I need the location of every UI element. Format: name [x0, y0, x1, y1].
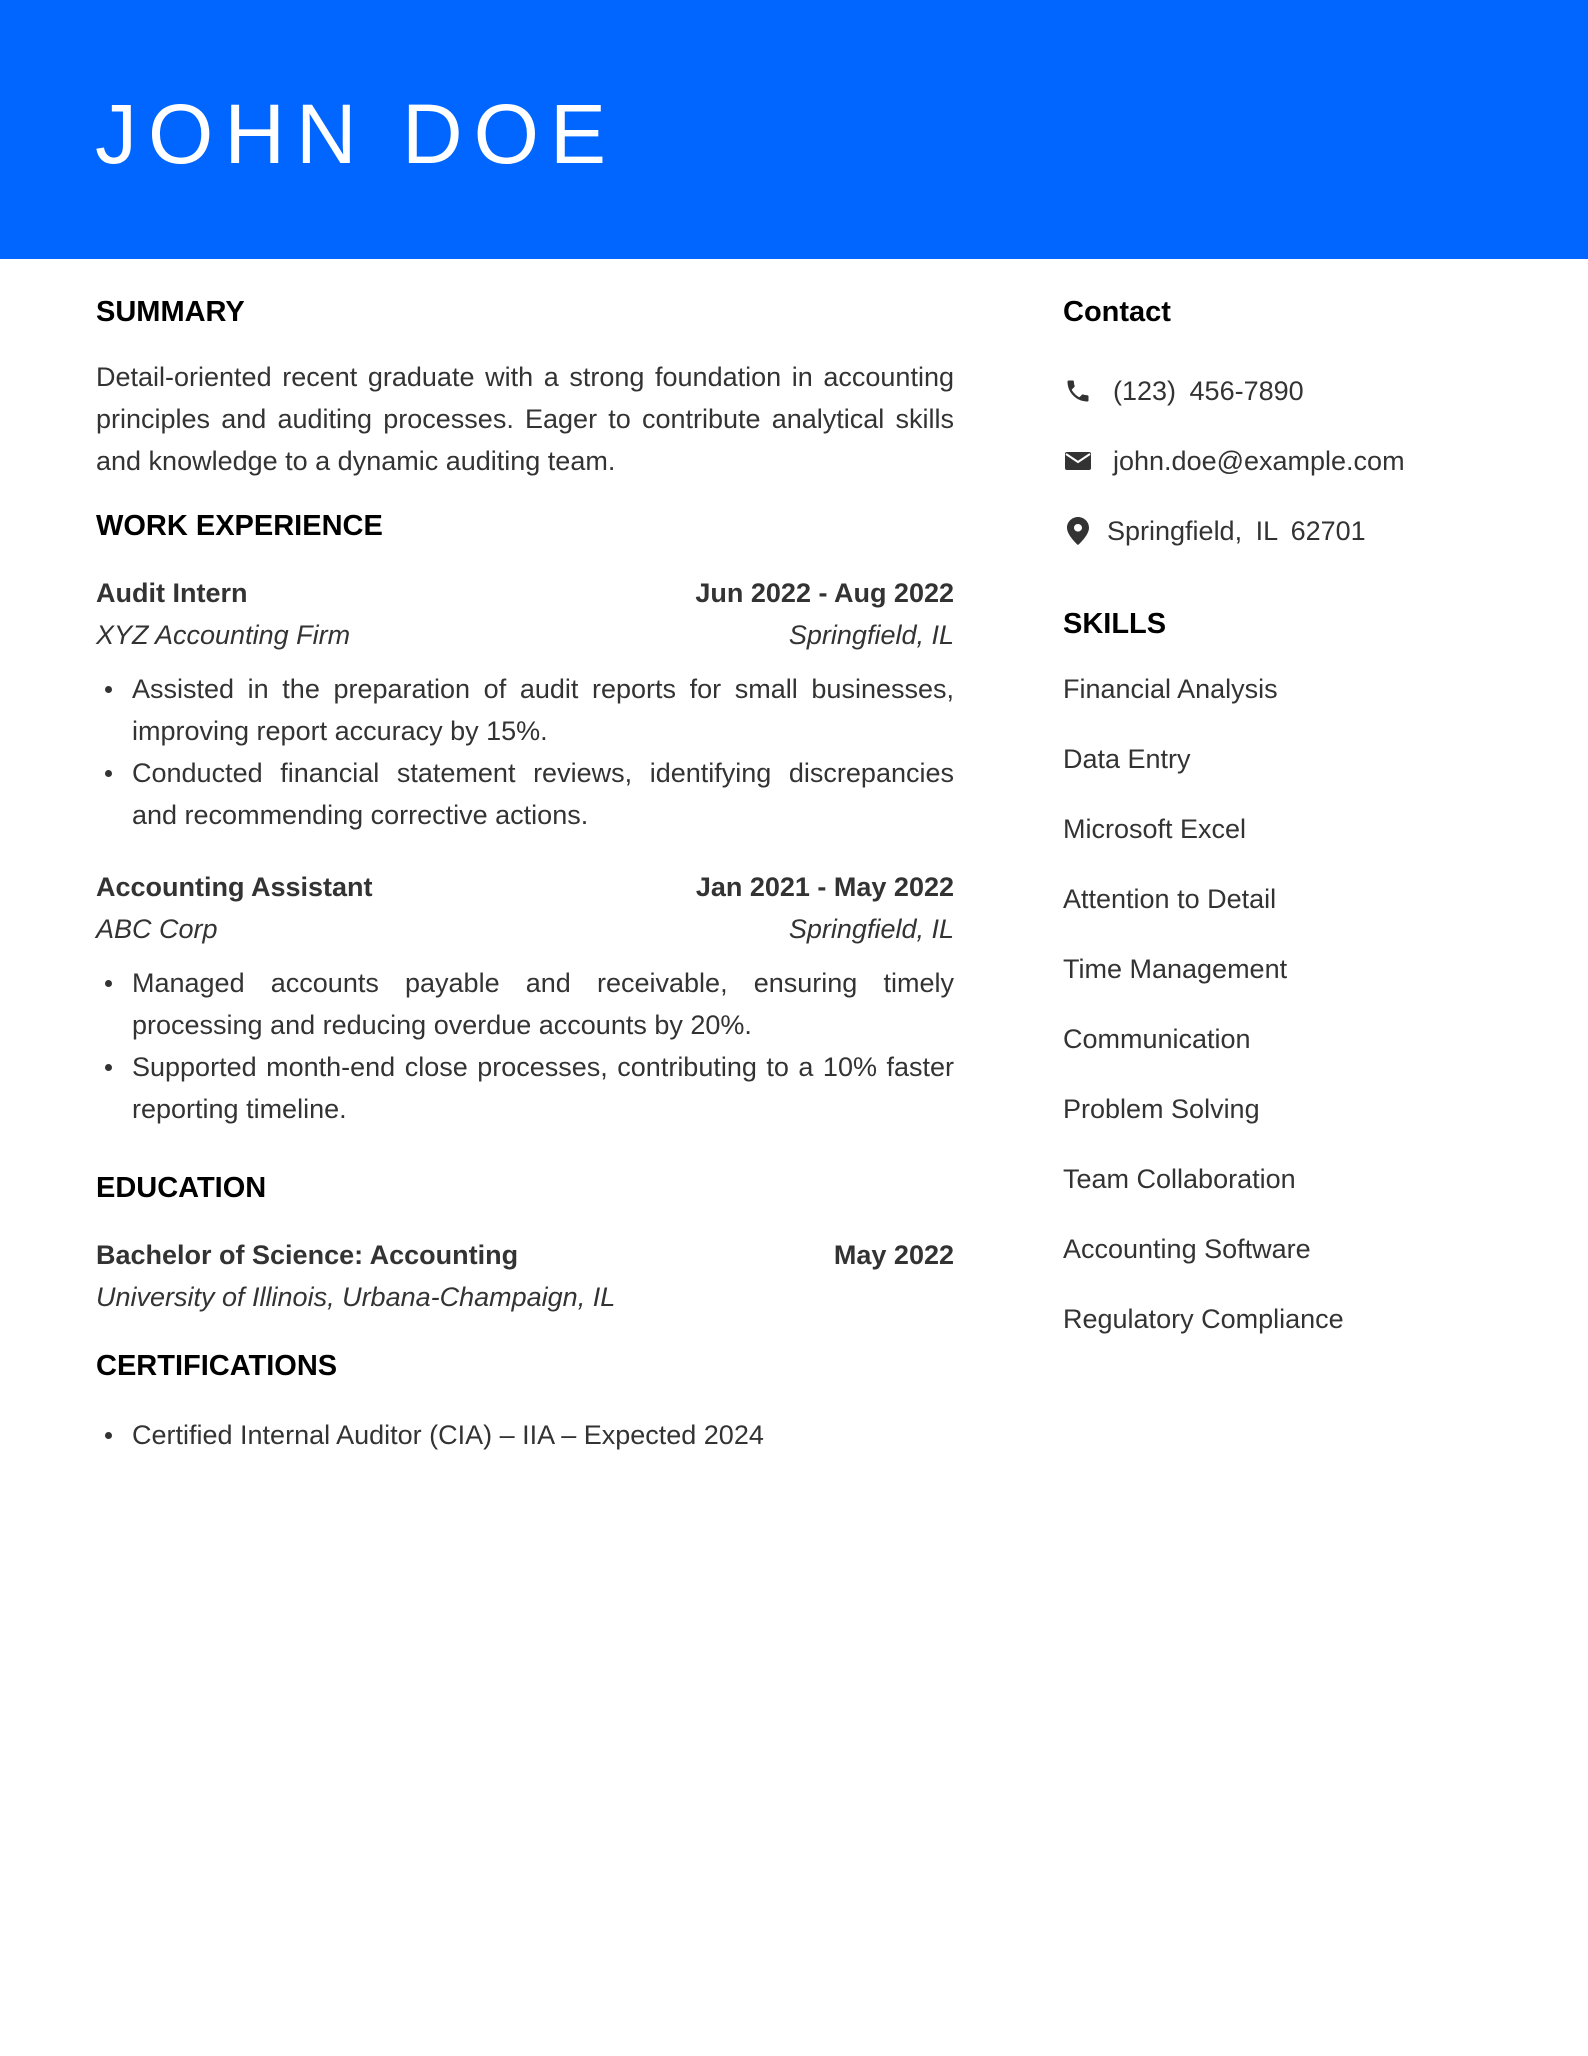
email-address[interactable]: john.doe@example.com: [1113, 446, 1405, 476]
job-bullet-text: Conducted financial statement reviews, identifying discrepancies and recommending corrective actions.: [132, 758, 954, 830]
bullet-dot-icon: [105, 980, 112, 987]
job-subheader: [96, 614, 954, 656]
contact-heading: Contact: [1063, 296, 1171, 328]
certification-text: Certified Internal Auditor (CIA) – IIA – Expected 2024: [132, 1420, 764, 1450]
candidate-name: JOHN DOE: [95, 87, 618, 181]
bullet-dot-icon: [105, 686, 112, 693]
bullet-dot-icon: [105, 1064, 112, 1071]
skill-item: Regulatory Compliance: [1063, 1304, 1344, 1334]
job-bullet-text: Managed accounts payable and receivable, ensuring timely processing and reducing overdue accounts by 20%.: [132, 968, 954, 1040]
summary-heading: SUMMARY: [96, 296, 245, 328]
skill-item: Team Collaboration: [1063, 1164, 1296, 1194]
job-bullet: [96, 1046, 954, 1130]
certification-list: [96, 1414, 954, 1456]
job-entry: [96, 572, 954, 836]
job-dates: Jun 2022 - Aug 2022: [695, 578, 954, 608]
skill-item: Attention to Detail: [1063, 884, 1277, 914]
job-bullet-text: Assisted in the preparation of audit reports for small businesses, improving report accuracy by 15%.: [132, 674, 954, 746]
summary-text: Detail-oriented recent graduate with a strong foundation in accounting principles and auditing processes. Eager to contribute analytical skills and knowledge to a dynamic auditing team.: [96, 362, 954, 476]
skill-item: Financial Analysis: [1063, 674, 1278, 704]
map-pin-icon: [1063, 516, 1093, 546]
education-school: University of Illinois, Urbana-Champaign, IL: [96, 1282, 616, 1312]
education-degree: Bachelor of Science: Accounting: [96, 1240, 519, 1270]
envelope-icon: [1063, 446, 1093, 476]
work-experience-heading: WORK EXPERIENCE: [96, 510, 383, 542]
phone-icon: [1063, 376, 1093, 406]
skill-item: Accounting Software: [1063, 1234, 1311, 1264]
education-entry: [96, 1234, 954, 1318]
certification-item: [96, 1414, 954, 1456]
job-role: Accounting Assistant: [96, 872, 373, 902]
education-heading: EDUCATION: [96, 1172, 267, 1204]
education-header: [96, 1234, 954, 1276]
job-bullet-text: Supported month-end close processes, contributing to a 10% faster reporting timeline.: [132, 1052, 954, 1124]
side-column: [1063, 290, 1523, 1368]
job-entry: [96, 866, 954, 1130]
job-location: Springfield, IL: [788, 620, 954, 650]
phone-number[interactable]: (123) 456-7890: [1113, 376, 1304, 406]
job-bullets: [96, 668, 954, 836]
skill-item: Microsoft Excel: [1063, 814, 1247, 844]
education-date: May 2022: [833, 1240, 954, 1270]
skills-list: [1063, 668, 1523, 1340]
header-banner: [0, 0, 1588, 259]
skill-item: Problem Solving: [1063, 1094, 1260, 1124]
bullet-dot-icon: [105, 770, 112, 777]
education-subheader: [96, 1276, 954, 1318]
job-header: [96, 572, 954, 614]
job-bullet: [96, 668, 954, 752]
contact-email: [1063, 440, 1523, 482]
job-role: Audit Intern: [96, 578, 248, 608]
job-subheader: [96, 908, 954, 950]
job-bullets: [96, 962, 954, 1130]
contact-list: [1063, 370, 1523, 552]
skills-heading: SKILLS: [1063, 608, 1167, 640]
job-location: Springfield, IL: [788, 914, 954, 944]
contact-location: [1063, 510, 1523, 552]
job-header: [96, 866, 954, 908]
certifications-heading: CERTIFICATIONS: [96, 1350, 338, 1382]
contact-phone: [1063, 370, 1523, 412]
job-company: ABC Corp: [96, 914, 218, 944]
skill-item: Data Entry: [1063, 744, 1191, 774]
job-dates: Jan 2021 - May 2022: [695, 872, 954, 902]
bullet-dot-icon: [105, 1432, 112, 1439]
job-company: XYZ Accounting Firm: [96, 620, 351, 650]
job-bullet: [96, 962, 954, 1046]
location-text: Springfield, IL 62701: [1107, 516, 1366, 546]
main-column: [96, 290, 954, 1456]
skill-item: Communication: [1063, 1024, 1251, 1054]
skill-item: Time Management: [1063, 954, 1288, 984]
job-bullet: [96, 752, 954, 836]
